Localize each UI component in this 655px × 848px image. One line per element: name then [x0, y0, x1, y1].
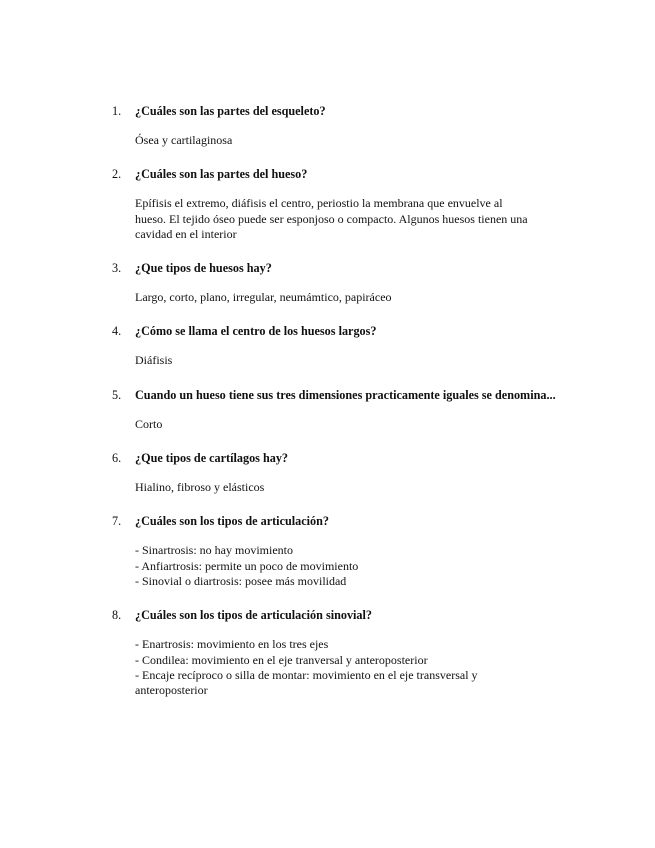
question-list [112, 103, 562, 716]
question-text: ¿Cuáles son los tipos de articulación? [135, 514, 330, 529]
question-number: 1. [112, 104, 122, 118]
answer-line: Largo, corto, plano, irregular, neumámtico, papiráceo [135, 290, 392, 305]
question-number: 5. [112, 387, 122, 402]
answer-line: - Condilea: movimiento en el eje tranversal y anteroposterior [135, 652, 428, 667]
answer-line: Corto [135, 416, 163, 431]
answer-text [135, 196, 562, 242]
question-item-6 [112, 450, 562, 495]
question-item-7 [112, 513, 562, 589]
answer-text [135, 480, 562, 495]
answer-line: Hialino, fibroso y elásticos [135, 480, 265, 495]
question-number: 8. [112, 608, 122, 623]
question-item-4 [112, 323, 562, 368]
question-number: 4. [112, 324, 122, 339]
answer-line: - Sinartrosis: no hay movimiento [135, 543, 293, 558]
question-item-2 [112, 166, 562, 242]
answer-line: - Anfiartrosis: permite un poco de movimiento [135, 558, 359, 573]
question-number: 2. [112, 167, 122, 182]
answer-text [135, 637, 562, 698]
answer-line: Epífisis el extremo, diáfisis el centro, periostio la membrana que envuelve al [135, 196, 503, 211]
answer-line: - Sinovial o diartrosis: posee más movilidad [135, 573, 347, 588]
question-text: ¿Cuáles son las partes del esqueleto? [135, 104, 326, 118]
question-text: ¿Cuáles son las partes del hueso? [135, 167, 308, 182]
question-item-5 [112, 387, 562, 432]
question-text: ¿Cómo se llama el centro de los huesos largos? [135, 324, 377, 339]
answer-text [135, 417, 562, 432]
answer-line: Diáfisis [135, 353, 173, 368]
question-item-3 [112, 260, 562, 305]
question-number: 6. [112, 451, 122, 466]
answer-line: anteroposterior [135, 683, 208, 698]
answer-line: - Enartrosis: movimiento en los tres ejes [135, 637, 329, 652]
answer-line: - Encaje recíproco o silla de montar: movimiento en el eje transversal y [135, 667, 478, 682]
question-text: ¿Que tipos de cartílagos hay? [135, 451, 289, 466]
question-text: Cuando un hueso tiene sus tres dimensiones practicamente iguales se denomina... [135, 387, 556, 402]
answer-text [135, 353, 562, 368]
question-item-1 [112, 103, 562, 148]
answer-line: Ósea y cartilaginosa [135, 133, 233, 147]
answer-text [135, 133, 562, 148]
question-item-8 [112, 607, 562, 698]
answer-text [135, 290, 562, 305]
question-number: 3. [112, 261, 122, 276]
answer-line: cavidad en el interior [135, 226, 237, 241]
question-text: ¿Cuáles son los tipos de articulación sinovial? [135, 608, 373, 623]
answer-text [135, 543, 562, 589]
answer-line: hueso. El tejido óseo puede ser esponjoso o compacto. Algunos huesos tienen una [135, 211, 528, 226]
question-text: ¿Que tipos de huesos hay? [135, 261, 272, 276]
question-number: 7. [112, 514, 122, 529]
